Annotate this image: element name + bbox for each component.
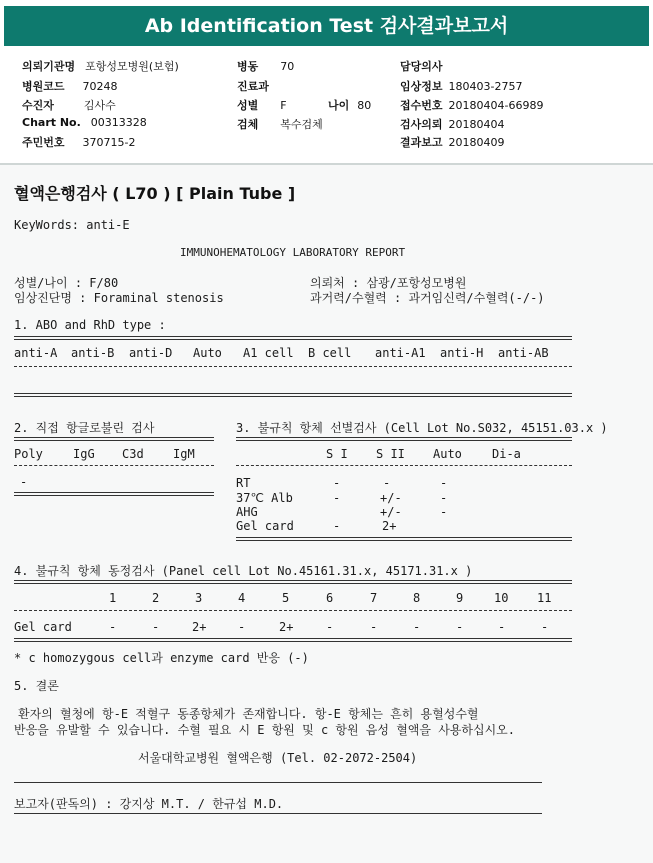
rule bbox=[14, 638, 572, 642]
rule bbox=[14, 580, 572, 584]
screen-col-1: S I bbox=[326, 447, 348, 461]
screen-cell: - bbox=[333, 491, 341, 505]
panel-cell: - bbox=[498, 620, 506, 634]
rule bbox=[14, 813, 542, 814]
panel-cell: 2+ bbox=[192, 620, 207, 634]
lab-report-title: IMMUNOHEMATOLOGY LABORATORY REPORT bbox=[180, 246, 406, 259]
info-clinical: 임상정보 180403-2757 bbox=[400, 80, 523, 93]
screen-col-3: Auto bbox=[433, 447, 462, 461]
info-doctor: 담당의사 bbox=[400, 60, 443, 73]
info-resident-no: 주민번호 370715-2 bbox=[22, 136, 136, 149]
screen-col-4: Di-a bbox=[492, 447, 521, 461]
abo-col-4: Auto bbox=[193, 346, 222, 360]
screen-cell: - bbox=[333, 519, 341, 533]
info-report-date: 결과보고 20180409 bbox=[400, 136, 505, 149]
panel-row-label: Gel card bbox=[14, 620, 72, 634]
panel-col: 6 bbox=[326, 591, 334, 605]
abo-title: 1. ABO and RhD type : bbox=[14, 318, 166, 332]
panel-col: 10 bbox=[494, 591, 509, 605]
panel-col: 8 bbox=[413, 591, 421, 605]
abo-col-7: anti-A1 bbox=[375, 346, 426, 360]
screen-row-label: AHG bbox=[236, 505, 258, 519]
panel-cell: - bbox=[152, 620, 160, 634]
rule bbox=[14, 437, 214, 441]
panel-col: 5 bbox=[282, 591, 290, 605]
header-banner bbox=[0, 0, 653, 48]
info-age: 나이 80 bbox=[328, 99, 372, 112]
abo-col-3: anti-D bbox=[129, 346, 173, 360]
conclusion-line-1: 환자의 혈청에 항-E 적혈구 동종항체가 존재합니다. 항-E 항체는 흔히 용혈성수혈 bbox=[18, 707, 479, 721]
dat-val-1: - bbox=[20, 475, 28, 489]
screen-cell: 2+ bbox=[382, 519, 397, 533]
screen-cell: - bbox=[440, 505, 448, 519]
keywords: KeyWords: anti-E bbox=[14, 218, 130, 232]
rule bbox=[14, 465, 214, 466]
screen-col-2: S II bbox=[376, 447, 405, 461]
rule bbox=[14, 492, 214, 496]
rule bbox=[14, 610, 572, 611]
panel-col: 1 bbox=[109, 591, 117, 605]
conclusion-title: 5. 결론 bbox=[14, 679, 59, 693]
screen-row-label: RT bbox=[236, 476, 251, 490]
abo-col-1: anti-A bbox=[14, 346, 58, 360]
panel-col: 4 bbox=[238, 591, 246, 605]
screen-row-label: 37℃ Alb bbox=[236, 491, 293, 505]
screen-cell: +/- bbox=[380, 491, 402, 505]
conclusion-line-2: 반응을 유발할 수 있습니다. 수혈 필요 시 E 항원 및 c 항원 음성 혈액을 사용하십시오. bbox=[14, 723, 515, 737]
abo-col-9: anti-AB bbox=[498, 346, 549, 360]
panel-cell: - bbox=[109, 620, 117, 634]
rule bbox=[14, 336, 572, 340]
panel-cell: - bbox=[456, 620, 464, 634]
report-header-title: Ab Identification Test 검사결과보고서 bbox=[4, 6, 649, 46]
screen-cell: - bbox=[383, 476, 391, 490]
info-department: 진료과 bbox=[237, 80, 269, 93]
info-chart-no: Chart No. 00313328 bbox=[22, 116, 147, 129]
rule bbox=[14, 366, 572, 367]
screen-cell: - bbox=[333, 476, 341, 490]
abo-col-2: anti-B bbox=[71, 346, 115, 360]
screen-row-label: Gel card bbox=[236, 519, 294, 533]
dat-col-1: Poly bbox=[14, 447, 43, 461]
dat-col-3: C3d bbox=[122, 447, 144, 461]
rule bbox=[14, 782, 542, 783]
panel-cell: 2+ bbox=[279, 620, 294, 634]
abo-col-5: A1 cell bbox=[243, 346, 294, 360]
history: 과거력/수혈력 : 과거임신력/수혈력(-/-) bbox=[310, 291, 545, 305]
hospital-contact: 서울대학교병원 혈액은행 (Tel. 02-2072-2504) bbox=[138, 751, 418, 765]
info-receipt-no: 접수번호 20180404-66989 bbox=[400, 99, 544, 112]
info-patient-name: 수진자 김사수 bbox=[22, 99, 116, 112]
panel-col: 9 bbox=[456, 591, 464, 605]
reporter: 보고자(판독의) : 강지상 M.T. / 한규섭 M.D. bbox=[14, 797, 284, 811]
dat-title: 2. 직접 항글로불린 검사 bbox=[14, 421, 155, 435]
rule bbox=[236, 465, 572, 466]
info-hospital-code: 병원코드 70248 bbox=[22, 80, 118, 93]
report-title: 혈액은행검사 ( L70 ) [ Plain Tube ] bbox=[14, 184, 296, 203]
info-specimen: 검체 복수검체 bbox=[237, 118, 323, 131]
abo-col-8: anti-H bbox=[440, 346, 484, 360]
client: 의뢰처 : 삼광/포항성모병원 bbox=[310, 276, 467, 290]
report-scan bbox=[0, 165, 653, 863]
info-sex: 성별 F bbox=[237, 99, 287, 112]
panel-cell: - bbox=[238, 620, 246, 634]
screen-cell: - bbox=[440, 476, 448, 490]
rule bbox=[14, 393, 572, 397]
panel-cell: - bbox=[326, 620, 334, 634]
panel-col: 7 bbox=[370, 591, 378, 605]
sex-age: 성별/나이 : F/80 bbox=[14, 276, 119, 290]
abo-col-6: B cell bbox=[308, 346, 352, 360]
panel-col: 11 bbox=[537, 591, 552, 605]
screen-title: 3. 불규칙 항체 선별검사 (Cell Lot No.S032, 45151.03.x ) bbox=[236, 421, 608, 435]
panel-cell: - bbox=[541, 620, 549, 634]
screen-cell: +/- bbox=[380, 505, 402, 519]
panel-col: 2 bbox=[152, 591, 160, 605]
dat-col-2: IgG bbox=[73, 447, 95, 461]
info-ward: 병동 70 bbox=[237, 60, 295, 73]
panel-title: 4. 불규칙 항체 동정검사 (Panel cell Lot No.45161.31.x, 45171.31.x ) bbox=[14, 564, 473, 578]
panel-cell: - bbox=[413, 620, 421, 634]
screen-cell: - bbox=[440, 491, 448, 505]
panel-note: * c homozygous cell과 enzyme card 반응 (-) bbox=[14, 651, 309, 665]
dat-col-4: IgM bbox=[173, 447, 195, 461]
info-client-hospital: 의뢰기관명 포항성모병원(보험) bbox=[22, 60, 179, 73]
rule bbox=[236, 537, 572, 541]
panel-col: 3 bbox=[195, 591, 203, 605]
panel-cell: - bbox=[370, 620, 378, 634]
diagnosis: 임상진단명 : Foraminal stenosis bbox=[14, 291, 224, 305]
info-request-date: 검사의뢰 20180404 bbox=[400, 118, 505, 131]
rule bbox=[236, 437, 572, 441]
